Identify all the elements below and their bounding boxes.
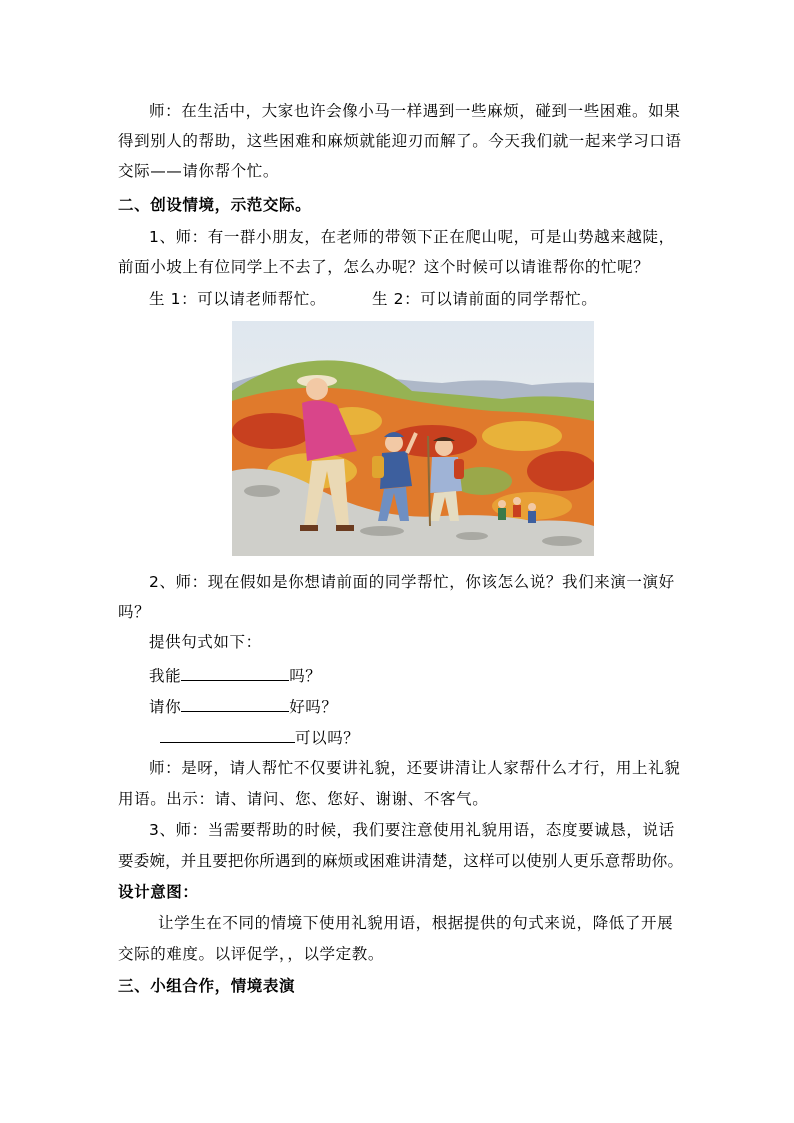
- section-2-heading: 二、创设情境，示范交际。: [118, 196, 312, 214]
- sentence-pattern-1: [149, 664, 321, 686]
- design-intent-line-1: 让学生在不同的情境下使用礼貌用语，根据提供的句式来说，降低了开展: [158, 914, 674, 932]
- pattern-2-blank: [181, 695, 289, 712]
- design-intent-line-2: 交际的难度。以评促学，，以学定教。: [118, 945, 384, 963]
- paragraph-intro-line-1: 师：在生活中，大家也许会像小马一样遇到一些麻烦，碰到一些困难。如果: [149, 102, 681, 120]
- pattern-1-suffix: 吗？: [289, 667, 322, 685]
- sentence-patterns-intro: 提供句式如下：: [149, 633, 262, 651]
- teacher-remark-line-1: 师：是呀，请人帮忙不仅要讲礼貌，还要讲清让人家帮什么才行，用上礼貌: [149, 759, 681, 777]
- section-3-heading: 三、小组合作，情境表演: [118, 977, 296, 995]
- question-2-line-2: 吗？: [118, 603, 151, 621]
- teacher-remark-line-2: 用语。出示：请、请问、您、您好、谢谢、不客气。: [118, 790, 489, 808]
- question-2-line-1: 2、师：现在假如是你想请前面的同学帮忙，你该怎么说？我们来演一演好: [149, 573, 675, 591]
- sentence-pattern-3: [160, 726, 359, 748]
- question-1-line-1: 1、师：有一群小朋友，在老师的带领下正在爬山呢，可是山势越来越陡，: [149, 228, 675, 246]
- student-answer-2: 生 2：可以请前面的同学帮忙。: [372, 290, 598, 308]
- pattern-2-suffix: 好吗？: [289, 698, 338, 716]
- question-1-line-2: 前面小坡上有位同学上不去了，怎么办呢？这个时候可以请谁帮你的忙呢？: [118, 258, 650, 276]
- question-3-line-2: 要委婉，并且要把你所遇到的麻烦或困难讲清楚，这样可以使别人更乐意帮助你。: [118, 852, 684, 870]
- sentence-pattern-2: [149, 695, 338, 717]
- design-intent-heading: 设计意图：: [118, 883, 199, 901]
- pattern-3-suffix: 可以吗？: [295, 729, 360, 747]
- question-3-line-1: 3、师：当需要帮助的时候，我们要注意使用礼貌用语，态度要诚恳，说话: [149, 821, 675, 839]
- pattern-1-blank: [181, 664, 289, 681]
- student-answer-1: 生 1：可以请老师帮忙。: [149, 290, 326, 308]
- paragraph-intro-line-3: 交际——请你帮个忙。: [118, 162, 280, 180]
- mountain-climbing-illustration: [232, 321, 594, 556]
- paragraph-intro-line-2: 得到别人的帮助，这些困难和麻烦就能迎刃而解了。今天我们就一起来学习口语: [118, 132, 682, 150]
- pattern-3-blank: [160, 726, 295, 743]
- pattern-1-prefix: 我能: [149, 667, 182, 685]
- pattern-2-prefix: 请你: [149, 698, 182, 716]
